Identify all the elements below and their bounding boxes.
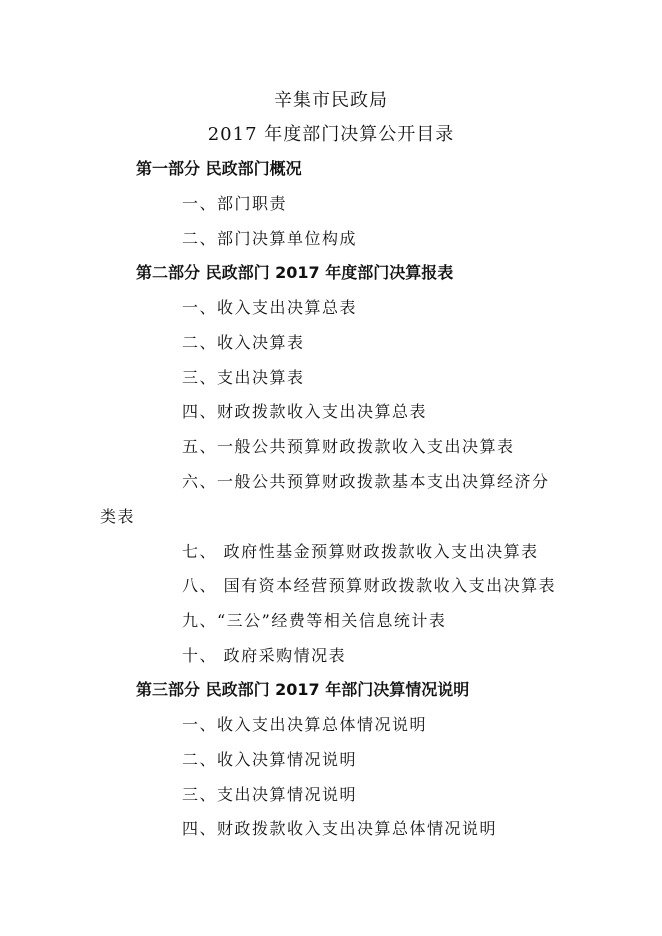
toc-item: 三、支出决算情况说明 xyxy=(182,785,358,804)
toc-item: 一、收入支出决算总表 xyxy=(182,298,358,317)
section-heading-part2: 第二部分 民政部门 2017 年度部门决算报表 xyxy=(136,263,454,282)
section-heading-part1: 第一部分 民政部门概况 xyxy=(136,159,302,178)
toc-item: 四、财政拨款收入支出决算总表 xyxy=(182,402,428,421)
toc-item: 六、一般公共预算财政拨款基本支出决算经济分 xyxy=(182,472,550,491)
toc-item: 一、收入支出决算总体情况说明 xyxy=(182,715,428,734)
toc-item: 十、 政府采购情况表 xyxy=(182,646,347,665)
toc-item: 二、部门决算单位构成 xyxy=(182,229,358,248)
toc-item-wrap-continuation: 类表 xyxy=(100,507,136,526)
document-title-catalog: 2017 年度部门决算公开目录 xyxy=(207,124,455,145)
toc-item: 五、一般公共预算财政拨款收入支出决算表 xyxy=(182,437,515,456)
toc-item: 八、 国有资本经营预算财政拨款收入支出决算表 xyxy=(182,576,557,595)
section-heading-part3: 第三部分 民政部门 2017 年部门决算情况说明 xyxy=(136,680,470,699)
toc-item: 四、财政拨款收入支出决算总体情况说明 xyxy=(182,819,498,838)
toc-item: 三、支出决算表 xyxy=(182,368,305,387)
toc-item: 二、收入决算情况说明 xyxy=(182,750,358,769)
toc-item: 一、部门职责 xyxy=(182,194,288,213)
document-title-org: 辛集市民政局 xyxy=(274,90,388,111)
toc-item: 七、 政府性基金预算财政拨款收入支出决算表 xyxy=(182,542,539,561)
toc-item: 九、“三公”经费等相关信息统计表 xyxy=(182,611,447,630)
toc-item: 二、收入决算表 xyxy=(182,333,305,352)
